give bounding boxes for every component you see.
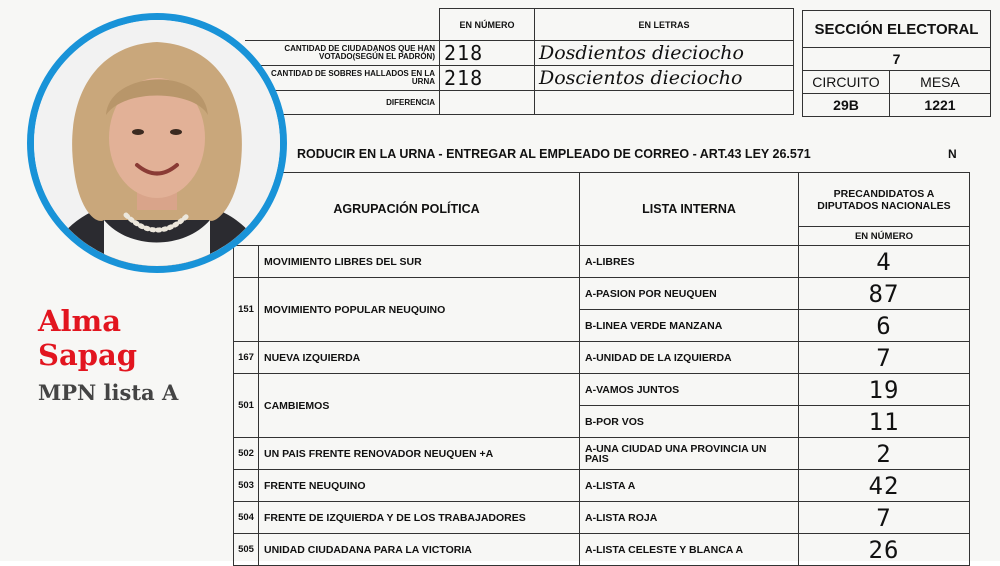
envelopes-number: 218: [444, 66, 484, 90]
list-name: A-LISTA A: [580, 470, 799, 502]
mesa-label: MESA: [890, 71, 991, 94]
section-title: SECCIÓN ELECTORAL: [803, 11, 991, 48]
candidate-party-list: MPN lista A: [38, 380, 179, 405]
party-name: FRENTE DE IZQUIERDA Y DE LOS TRABAJADORES: [259, 502, 580, 534]
party-code: 501: [234, 374, 259, 438]
col-votes-subheader: EN NÚMERO: [799, 227, 970, 246]
envelopes-letters: Doscientos dieciocho: [539, 67, 743, 89]
votes-table: [233, 172, 970, 566]
vote-count: 42: [868, 471, 900, 500]
vote-count: 26: [868, 535, 900, 564]
party-name: MOVIMIENTO LIBRES DEL SUR: [259, 246, 580, 278]
party-code: 502: [234, 438, 259, 470]
vote-count: 19: [868, 375, 900, 404]
vote-count: 7: [876, 503, 892, 532]
table-row: [234, 374, 970, 406]
col-votes-header: PRECANDIDATOS A DIPUTADOS NACIONALES: [799, 173, 970, 227]
party-code: 167: [234, 342, 259, 374]
instruction-right: N: [948, 147, 957, 161]
voters-letters: Dosdientos dieciocho: [539, 42, 744, 64]
list-name: A-PASION POR NEUQUEN: [580, 278, 799, 310]
table-row: [234, 502, 970, 534]
vote-count: 7: [876, 343, 892, 372]
party-name: CAMBIEMOS: [259, 374, 580, 438]
candidate-last-name: Sapag: [38, 338, 138, 372]
col-party-header: AGRUPACIÓN POLÍTICA: [234, 173, 580, 246]
party-name: NUEVA IZQUIERDA: [259, 342, 580, 374]
party-code: 151: [234, 278, 259, 342]
vote-count: 4: [876, 247, 892, 276]
count-row-label: DIFERENCIA: [245, 91, 440, 115]
party-name: FRENTE NEUQUINO: [259, 470, 580, 502]
candidate-photo: [27, 13, 287, 273]
mesa-value: 1221: [890, 94, 991, 117]
list-name: A-LISTA ROJA: [580, 502, 799, 534]
vote-count: 2: [876, 439, 892, 468]
col-list-header: LISTA INTERNA: [580, 173, 799, 246]
party-code: [234, 246, 259, 278]
party-code: 504: [234, 502, 259, 534]
difference-letters: [535, 91, 794, 115]
count-row-label: CANTIDAD DE CIUDADANOS QUE HAN VOTADO(SEGÚN EL PADRÓN): [245, 41, 440, 66]
table-row: [234, 438, 970, 470]
party-name: UN PAIS FRENTE RENOVADOR NEUQUEN +A: [259, 438, 580, 470]
list-name: A-UNIDAD DE LA IZQUIERDA: [580, 342, 799, 374]
vote-count: 87: [868, 279, 900, 308]
voters-number: 218: [444, 41, 484, 65]
count-header-number: EN NÚMERO: [440, 9, 535, 41]
vote-count: 11: [868, 407, 900, 436]
circuit-value: 29B: [803, 94, 890, 117]
difference-number: [440, 91, 535, 115]
table-row: [234, 278, 970, 310]
list-name: A-LISTA CELESTE Y BLANCA A: [580, 534, 799, 566]
list-name: A-LIBRES: [580, 246, 799, 278]
circuit-label: CIRCUITO: [803, 71, 890, 94]
table-row: [234, 470, 970, 502]
list-name: A-UNA CIUDAD UNA PROVINCIA UN PAIS: [580, 438, 799, 470]
instruction-text: RODUCIR EN LA URNA - ENTREGAR AL EMPLEADO DE CORREO - ART.43 LEY 26.571: [297, 147, 811, 161]
party-code: 503: [234, 470, 259, 502]
party-name: UNIDAD CIUDADANA PARA LA VICTORIA: [259, 534, 580, 566]
party-code: 505: [234, 534, 259, 566]
party-name: MOVIMIENTO POPULAR NEUQUINO: [259, 278, 580, 342]
vote-count: 6: [876, 311, 892, 340]
voter-count-table: [245, 8, 794, 115]
list-name: B-POR VOS: [580, 406, 799, 438]
candidate-first-name: Alma: [38, 304, 121, 338]
count-header-letters: EN LETRAS: [535, 9, 794, 41]
count-row-label: CANTIDAD DE SOBRES HALLADOS EN LA URNA: [245, 66, 440, 91]
list-name: A-VAMOS JUNTOS: [580, 374, 799, 406]
electoral-section-box: [802, 10, 991, 117]
section-value: 7: [803, 48, 991, 71]
portrait-illustration: [34, 20, 280, 266]
table-row: [234, 342, 970, 374]
list-name: B-LINEA VERDE MANZANA: [580, 310, 799, 342]
table-row: [234, 246, 970, 278]
